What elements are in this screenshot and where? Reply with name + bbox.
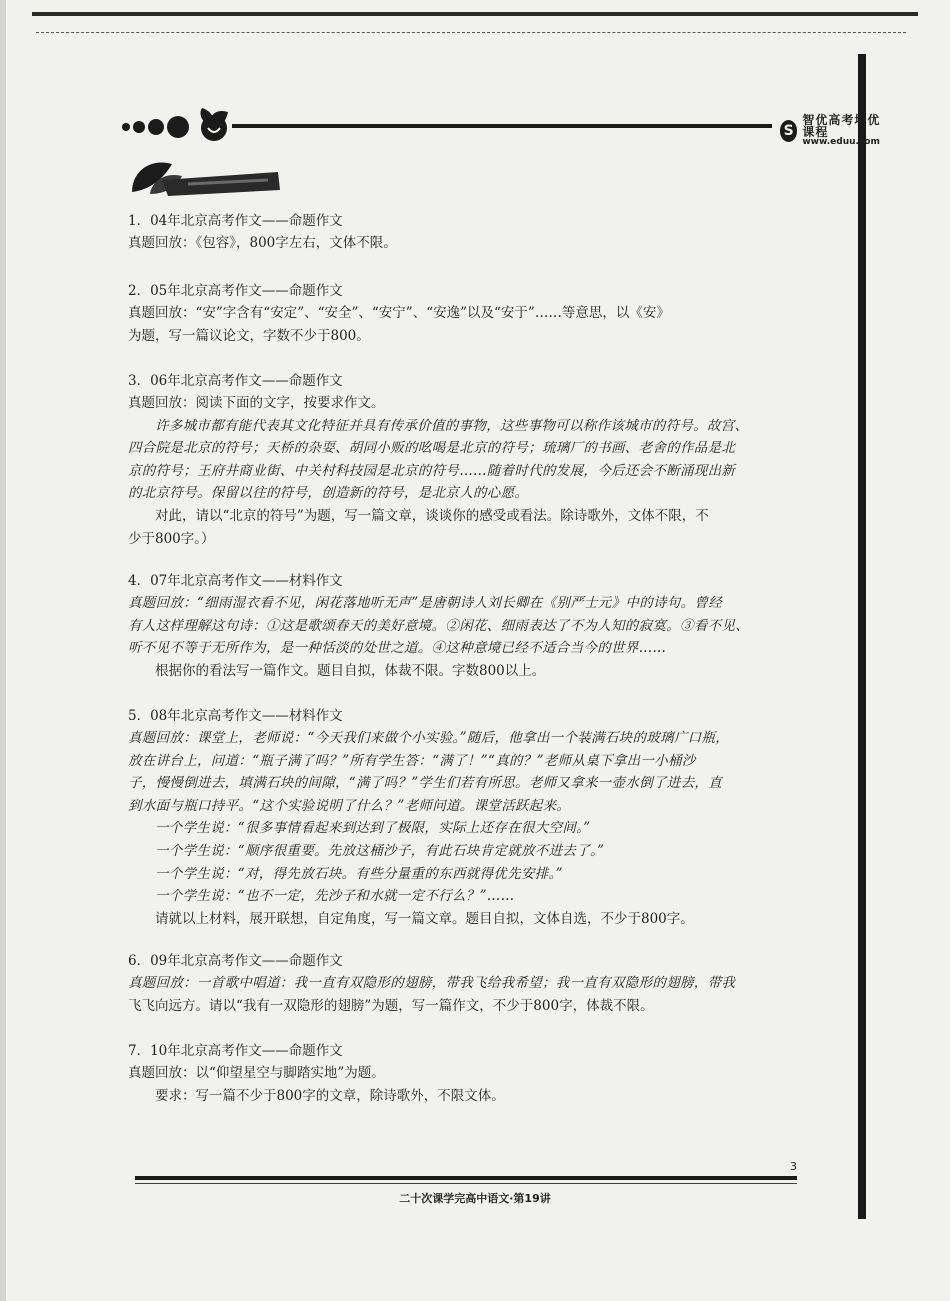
question-line: 的北京符号。保留以往的符号，创造新的符号，是北京人的心愿。 <box>128 485 529 502</box>
question-line: 许多城市都有能代表其文化特征并具有传承价值的事物，这些事物可以称作该城市的符号。故宫、 <box>155 417 749 434</box>
leaf-ornament-icon <box>194 106 234 146</box>
question-line: 请就以上材料，展开联想，自定角度，写一篇文章。题目自拟，文体自选，不少于800字。 <box>155 910 694 927</box>
question-line: 真题回放：阅读下面的文字，按要求作文。 <box>128 395 385 411</box>
question-5 <box>128 705 803 930</box>
page-right-border <box>858 54 866 1219</box>
question-3 <box>128 370 803 550</box>
page-number: 3 <box>790 1160 797 1173</box>
question-title: 1．04年北京高考作文——命题作文 <box>128 213 343 229</box>
question-line: 为题，写一篇议论文，字数不少于800。 <box>128 327 370 344</box>
question-4 <box>128 570 803 682</box>
s-circle-icon: S <box>780 120 797 142</box>
question-title: 3．06年北京高考作文——命题作文 <box>128 373 343 389</box>
question-title: 2．05年北京高考作文——命题作文 <box>128 283 343 299</box>
question-line: 真题回放：一首歌中唱道：我一直有双隐形的翅膀，带我飞给我希望；我一直有双隐形的翅膀，带我 <box>128 975 736 991</box>
question-line: 四合院是北京的符号；天桥的杂耍、胡同小贩的吆喝是北京的符号；琉璃厂的书画、老舍的作品是北 <box>128 440 736 457</box>
footer-series-label: 二十次课学完高中语文·第19讲 <box>399 1192 551 1205</box>
scan-edge-shadow <box>0 0 6 1301</box>
page-top-dashed-border <box>36 32 906 33</box>
footer-rule <box>135 1176 797 1180</box>
question-line: 一个学生说：“对，得先放石块。有些分量重的东西就得优先安排。” <box>155 865 563 882</box>
question-line: 子，慢慢倒进去，填满石块的间隙，“满了吗？”学生们若有所思。老师又拿来一壶水倒了进去，直 <box>128 775 723 792</box>
question-line: 真题回放：《包容》，800字左右，文体不限。 <box>128 235 397 251</box>
question-title: 6．09年北京高考作文——命题作文 <box>128 953 343 969</box>
brand-text <box>802 114 884 147</box>
question-2 <box>128 280 803 347</box>
question-line: 根据你的看法写一篇作文。题目自拟，体裁不限。字数800以上。 <box>155 662 546 679</box>
question-line: 对此，请以“北京的符号”为题，写一篇文章，谈谈你的感受或看法。除诗歌外，文体不限，不 <box>155 507 709 524</box>
question-line: 到水面与瓶口持平。“这个实验说明了什么？”老师问道。课堂活跃起来。 <box>128 797 571 814</box>
question-line: 听不见不等于无所作为，是一种恬淡的处世之道。④这种意境已经不适合当今的世界…… <box>128 640 667 657</box>
brand-name: 智优高考培优课程 <box>802 113 881 139</box>
page-top-border <box>32 12 918 16</box>
question-line: 真题回放：以“仰望星空与脚踏实地”为题。 <box>128 1065 385 1081</box>
question-line: 要求：写一篇不少于800字的文章，除诗歌外，不限文体。 <box>155 1087 505 1104</box>
question-line: 京的符号；王府井商业街、中关村科技园是北京的符号……随着时代的发展，今后还会不断涌现出新 <box>128 462 736 479</box>
question-line: 真题回放：“细雨湿衣看不见，闲花落地听无声”是唐朝诗人刘长卿在《别严士元》中的诗句。曾经 <box>128 595 723 611</box>
question-7 <box>128 1040 803 1107</box>
question-line: 少于800字。） <box>128 530 215 547</box>
question-title: 4．07年北京高考作文——材料作文 <box>128 573 343 589</box>
page-header <box>122 104 881 150</box>
question-line: 真题回放：“安”字含有“安定”、“安全”、“安宁”、“安逸”以及“安于”……等意思，以《安》 <box>128 305 670 321</box>
question-line: 飞飞向远方。请以“我有一双隐形的翅膀”为题，写一篇作文，不少于800字，体裁不限。 <box>128 997 654 1014</box>
question-title: 7．10年北京高考作文——命题作文 <box>128 1043 343 1059</box>
question-1 <box>128 210 803 255</box>
dot-ornament <box>133 121 145 133</box>
question-line: 一个学生说：“也不一定，先沙子和水就一定不行么？”…… <box>155 888 515 905</box>
brand-url: www.eduu.com <box>802 137 880 147</box>
question-line: 一个学生说：“很多事情看起来到达到了极限，实际上还存在很大空间。” <box>155 820 591 837</box>
question-6 <box>128 950 803 1017</box>
question-line: 真题回放：课堂上，老师说：“今天我们来做个小实验。”随后，他拿出一个装满石块的玻璃广口瓶， <box>128 730 730 746</box>
section-heading-ornament-icon <box>128 150 288 200</box>
header-rule <box>232 124 772 128</box>
question-line: 一个学生说：“顺序很重要。先放这桶沙子，有此石块肯定就放不进去了。” <box>155 842 605 859</box>
footer-rule-thin <box>135 1183 797 1184</box>
brand-logo <box>780 114 884 147</box>
question-title: 5．08年北京高考作文——材料作文 <box>128 708 343 724</box>
dot-ornament <box>167 116 189 138</box>
question-line: 放在讲台上，问道：“瓶子满了吗？”所有学生答：“满了！”“真的？”老师从桌下拿出一小桶沙 <box>128 752 696 769</box>
dot-ornament <box>148 119 164 135</box>
question-line: 有人这样理解这句诗：①这是歌颂春天的美好意境。②闲花、细雨表达了不为人知的寂寞。③看不见、 <box>128 617 749 634</box>
header-dots-ornament <box>122 116 189 138</box>
dot-ornament <box>122 123 130 131</box>
